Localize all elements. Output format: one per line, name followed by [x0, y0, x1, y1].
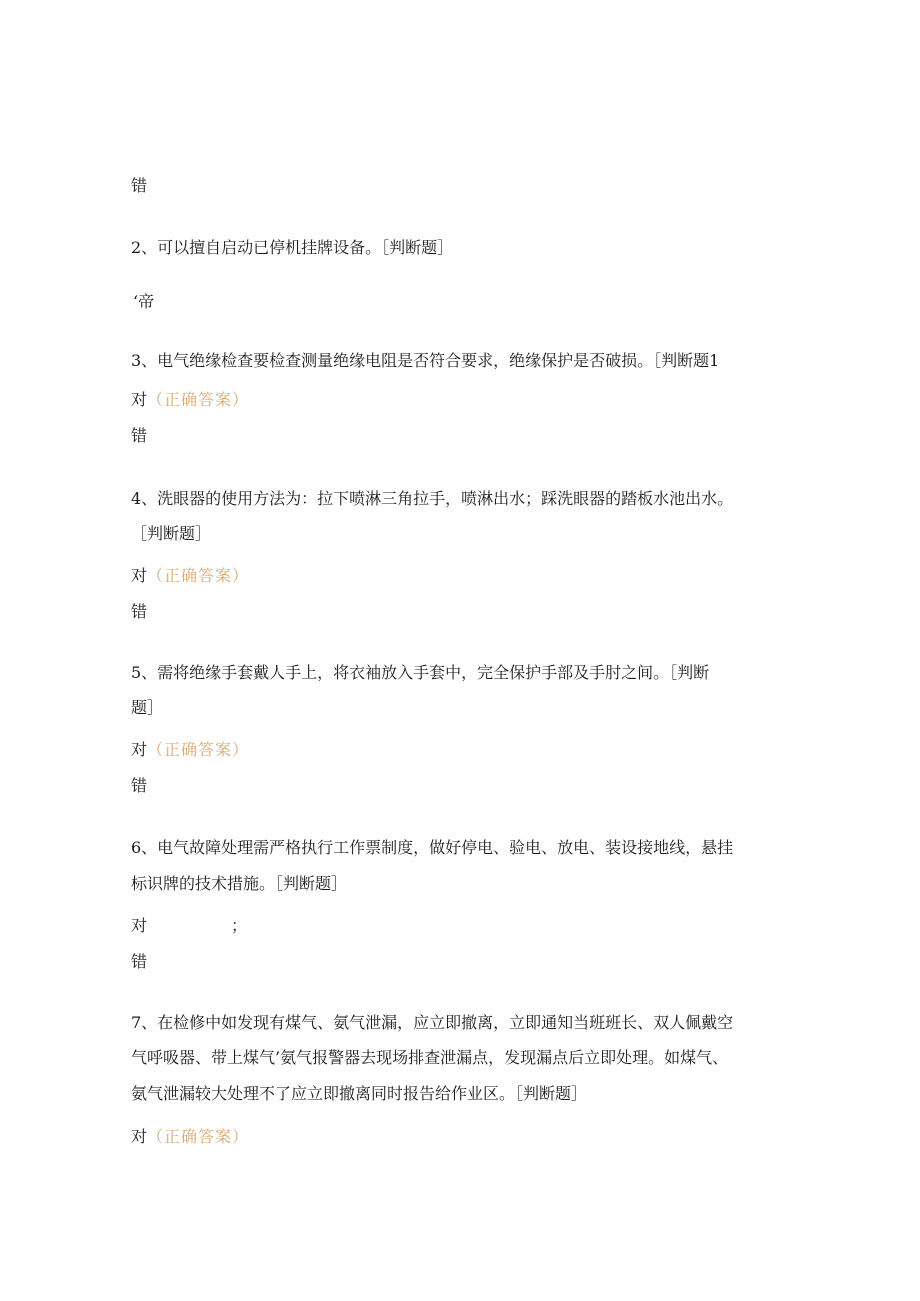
- correct-answer-tag: （正确答案）: [147, 566, 250, 585]
- q7-option-right: 对（正确答案）: [131, 1127, 250, 1146]
- q3-option-wrong: 错: [131, 426, 148, 445]
- q6-question-text-line1: 6、电气故障处理需严格执行工作票制度，做好停电、验电、放电、装设接地线，悬挂: [131, 838, 734, 857]
- q4-question-text-line1: 4、洗眼器的使用方法为：拉下喷淋三角拉手，喷淋出水；踩洗眼器的踏板水池出水。: [131, 489, 734, 508]
- q5-question-text-line1: 5、需将绝缘手套戴人手上，将衣袖放入手套中，完全保护手部及手肘之间。［判断: [131, 663, 710, 682]
- q5-option-wrong: 错: [131, 776, 148, 795]
- correct-answer-tag: （正确答案）: [147, 390, 250, 409]
- q4-option-wrong: 错: [131, 602, 148, 621]
- q3-question-text: 3、电气绝缘检查要检查测量绝缘电阻是否符合要求，绝缘保护是否破损。［判断题1: [131, 351, 720, 370]
- q7-question-text-line2: 气呼吸器、带上煤气’氨气报警器去现场排查泄漏点，发现漏点后立即处理。如煤气、: [131, 1048, 729, 1067]
- q6-option-wrong: 错: [131, 952, 148, 971]
- q7-question-text-line1: 7、在检修中如发现有煤气、氨气泄漏，应立即撤离，立即通知当班班长、双人佩戴空: [131, 1013, 734, 1032]
- q4-question-text-line2: ［判断题］: [131, 524, 212, 543]
- q6-option-right: 对 ；: [131, 916, 248, 935]
- q2-question-text: 2、可以擅自启动已停机挂牌设备。［判断题］: [131, 238, 454, 257]
- q4-option-right: 对（正确答案）: [131, 566, 250, 585]
- q3-option-right: 对（正确答案）: [131, 390, 250, 409]
- q5-option-right: 对（正确答案）: [131, 740, 250, 759]
- q2-answer-text: ‘帝: [133, 292, 155, 311]
- q7-question-text-line3: 氨气泄漏较大处理不了应立即撤离同时报告给作业区。［判断题］: [131, 1084, 588, 1103]
- correct-answer-tag: （正确答案）: [147, 740, 250, 759]
- q6-question-text-line2: 标识牌的技术措施。［判断题］: [131, 874, 348, 893]
- q1-option-wrong: 错: [131, 176, 148, 195]
- q5-question-text-line2: 题］: [131, 698, 164, 717]
- correct-answer-tag: （正确答案）: [147, 1127, 250, 1146]
